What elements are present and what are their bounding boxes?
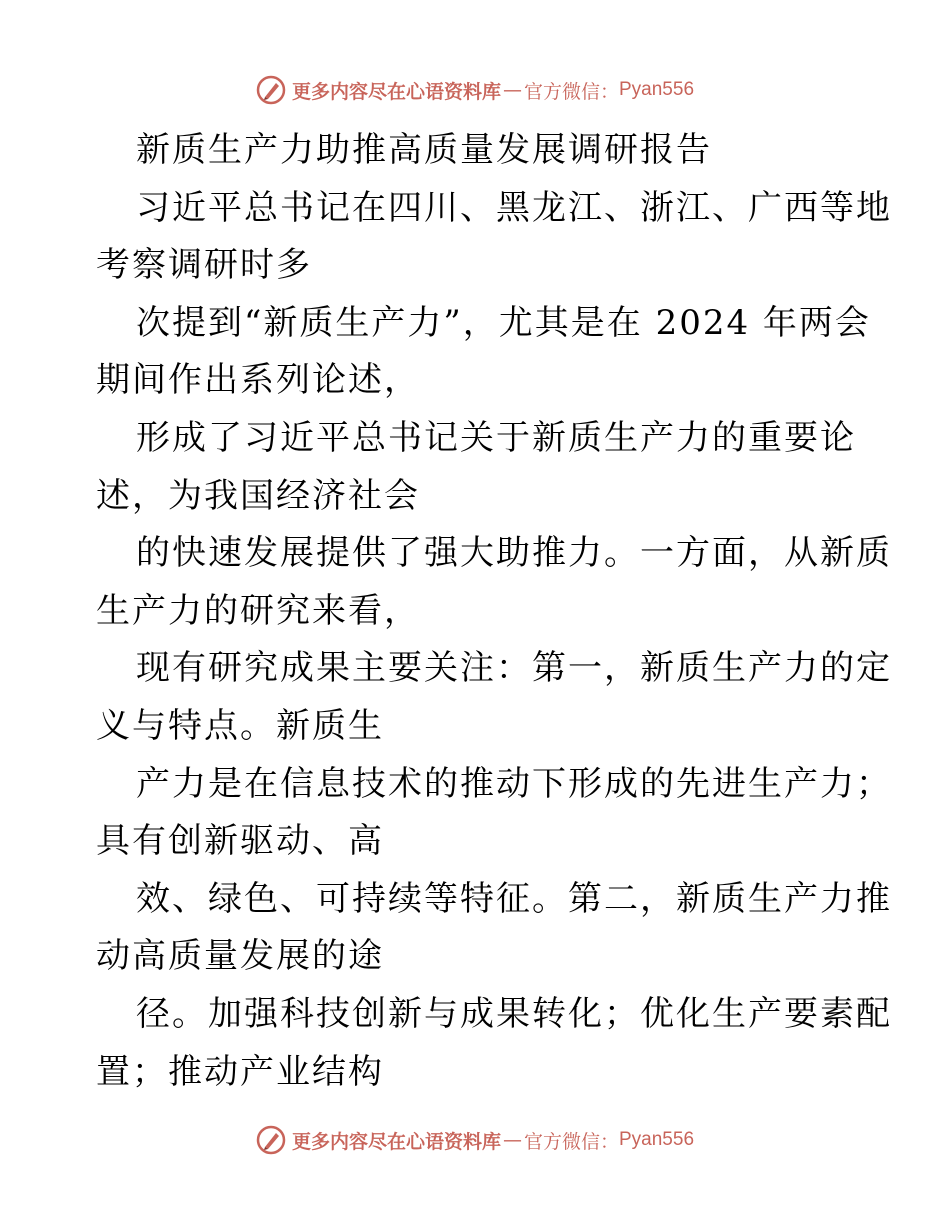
text-line: 考察调研时多	[96, 245, 312, 286]
watermark-wechat-id: Pyan556	[619, 1129, 695, 1150]
text-line: 现有研究成果主要关注：第一，新质生产力的定	[136, 648, 892, 689]
watermark-dash: —	[502, 1129, 522, 1151]
text-line: 形成了习近平总书记关于新质生产力的重要论	[136, 417, 856, 458]
text-line: 效、绿色、可持续等特征。第二，新质生产力推	[136, 878, 892, 919]
document-body	[96, 122, 892, 1101]
text-line: 习近平总书记在四川、黑龙江、浙江、广西等地	[136, 187, 892, 228]
text-line: 述，为我国经济社会	[96, 475, 420, 516]
pen-circle-logo-icon	[256, 75, 286, 105]
pen-circle-logo-icon	[256, 1125, 286, 1155]
watermark-main-text: 更多内容尽在心语资料库	[291, 1130, 501, 1153]
text-line: 的快速发展提供了强大助推力。一方面，从新质	[136, 533, 892, 574]
watermark-dash: —	[502, 79, 522, 101]
text-line: 具有创新驱动、高	[96, 821, 384, 862]
watermark-wechat-label: 官方微信：	[523, 80, 619, 103]
header-watermark	[0, 70, 950, 110]
watermark-main-text: 更多内容尽在心语资料库	[291, 80, 501, 103]
text-line: 动高质量发展的途	[96, 936, 384, 977]
watermark-wechat-label: 官方微信：	[523, 1130, 619, 1153]
text-line: 径。加强科技创新与成果转化；优化生产要素配	[136, 993, 892, 1034]
text-line: 产力是在信息技术的推动下形成的先进生产力；	[136, 763, 892, 804]
document-title: 新质生产力助推高质量发展调研报告	[136, 130, 712, 170]
text-line: 义与特点。新质生	[96, 705, 384, 746]
text-line: 生产力的研究来看，	[96, 590, 420, 631]
footer-watermark	[0, 1120, 950, 1160]
watermark-wechat-id: Pyan556	[619, 79, 695, 100]
text-line: 次提到“新质生产力”，尤其是在 2024 年两会	[136, 302, 871, 343]
text-line: 期间作出系列论述，	[96, 360, 420, 401]
text-line: 置；推动产业结构	[96, 1051, 384, 1092]
